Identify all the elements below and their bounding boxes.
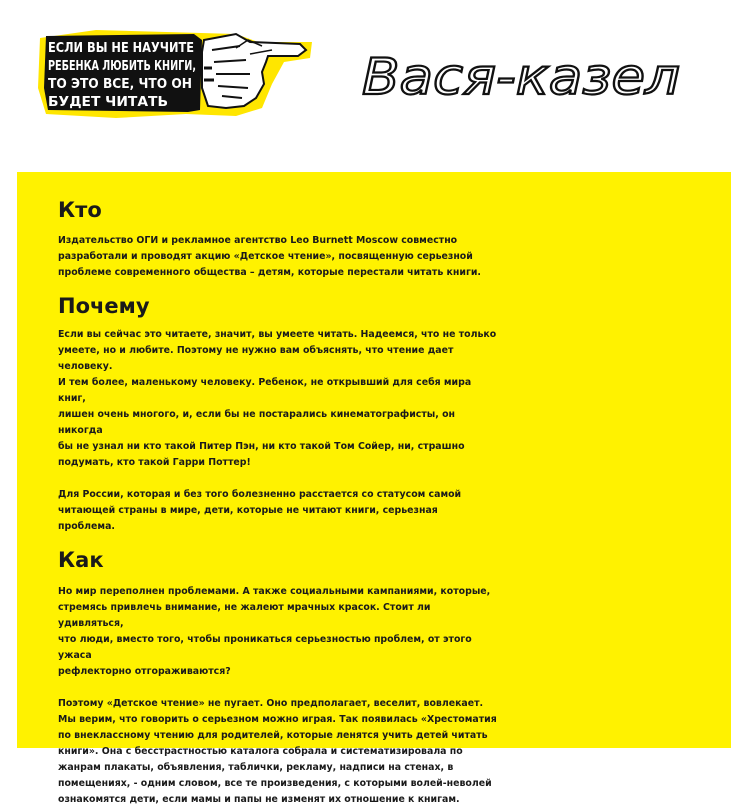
banner-line-2: РЕБЕНКА ЛЮБИТЬ КНИГИ, [48, 59, 196, 74]
section-how [58, 548, 498, 808]
banner-line-1: ЕСЛИ ВЫ НЕ НАУЧИТЕ [48, 41, 194, 56]
article [58, 198, 498, 808]
handwritten-text: Вася-казел [362, 48, 680, 106]
section-why-paragraph-1: Если вы сейчас это читаете, значит, вы умеете читать. Надеемся, что не только умеете, но и любите. Поэтому не нужно вам объяснять, что чтение дает человеку. И тем более, маленькому человеку. Ребенок, не открывший для себя мира книг, лишен очень многого, и, если бы не постарались кинематографисты, он никогда бы не узнал ни кто такой Питер Пэн, ни кто такой Том Сойер, ни, страшно подумать, кто такой Гарри Поттер! [58, 329, 497, 468]
header [0, 0, 748, 172]
content-panel [17, 172, 731, 805]
pointing-hand-icon [202, 34, 306, 108]
banner-line-4: БУДЕТ ЧИТАТЬ [48, 95, 169, 110]
banner-line-3: ТО ЭТО ВСЕ, ЧТО ОН [48, 77, 192, 92]
section-how-paragraph-1: Но мир переполнен проблемами. А также социальными кампаниями, которые, стремясь привлечь внимание, не жалеют мрачных красок. Стоит ли удивляться, что люди, вместо того, чтобы проникаться серьезностью проблем, от этого ужаса рефлекторно отгораживаются? [58, 586, 491, 677]
section-title-who: Кто [58, 198, 102, 222]
section-why-paragraph-2: Для России, которая и без того болезненно расстается со статусом самой читающей страны в мире, дети, которые не читают книги, серьезная проблема. [58, 489, 462, 532]
handwritten-scribble [358, 32, 688, 108]
section-who-paragraph: Издательство ОГИ и рекламное агентство Leo Burnett Moscow совместно разработали и проводят акцию «Детское чтение», посвященную серьезной проблеме современного общества – детям, которые перестали читать книги. [58, 235, 481, 278]
section-title-why: Почему [58, 294, 150, 318]
section-who [58, 198, 498, 281]
campaign-banner [36, 28, 314, 120]
section-how-paragraph-2: Поэтому «Детское чтение» не пугает. Оно предполагает, веселит, вовлекает. Мы верим, что говорить о серьезном можно играя. Так появилась «Хрестоматия по внеклассному чтению для родителей, которые ленятся учить детей читать книги». Она с бесстрастностью каталога собрала и систематизировала по жанрам плакаты, объявления, таблички, рекламу, надписи на стенах, в помещениях, - одним словом, все те произведения, с которыми волей-неволей ознакомятся дети, если мамы и папы не изменят их отношение к книгам. [58, 698, 497, 805]
section-why [58, 294, 498, 535]
section-title-how: Как [58, 548, 104, 572]
